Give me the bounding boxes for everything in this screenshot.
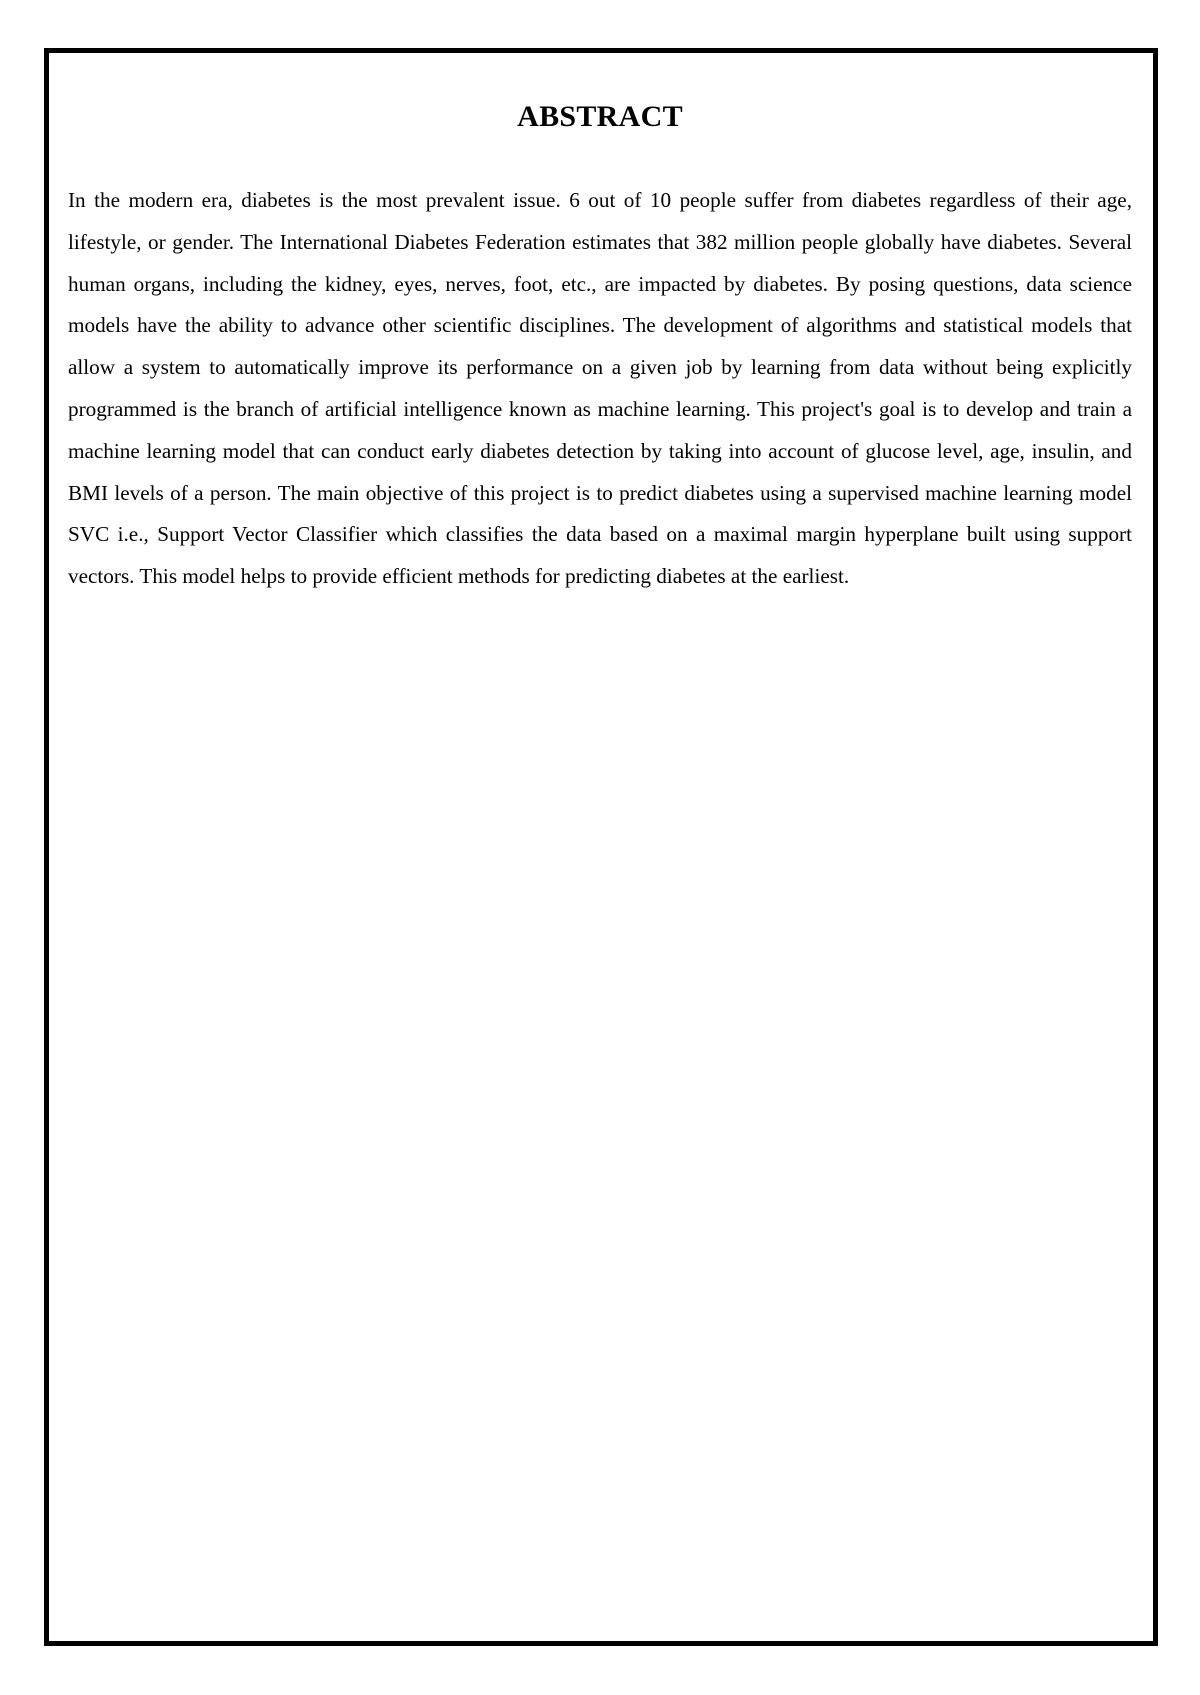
abstract-title: ABSTRACT bbox=[517, 100, 683, 133]
abstract-body-text: In the modern era, diabetes is the most prevalent issue. 6 out of 10 people suffer from diabetes regardless of their age, lifestyle, or gender. The International Diabetes Federation estimates that 382 million people globally have diabetes. Several human organs, including the kidney, eyes, nerves, foot, etc., are impacted by diabetes. By posing questions, data science models have the ability to advance other scientific disciplines. The development of algorithms and statistical models that allow a system to automatically improve its performance on a given job by learning from data without being explicitly programmed is the branch of artificial intelligence known as machine learning. This project's goal is to develop and train a machine learning model that can conduct early diabetes detection by taking into account of glucose level, age, insulin, and BMI levels of a person. The main objective of this project is to predict diabetes using a supervised machine learning model SVC i.e., Support Vector Classifier which classifies the data based on a maximal margin hyperplane built using support vectors. This model helps to provide efficient methods for predicting diabetes at the earliest. bbox=[68, 188, 1132, 589]
